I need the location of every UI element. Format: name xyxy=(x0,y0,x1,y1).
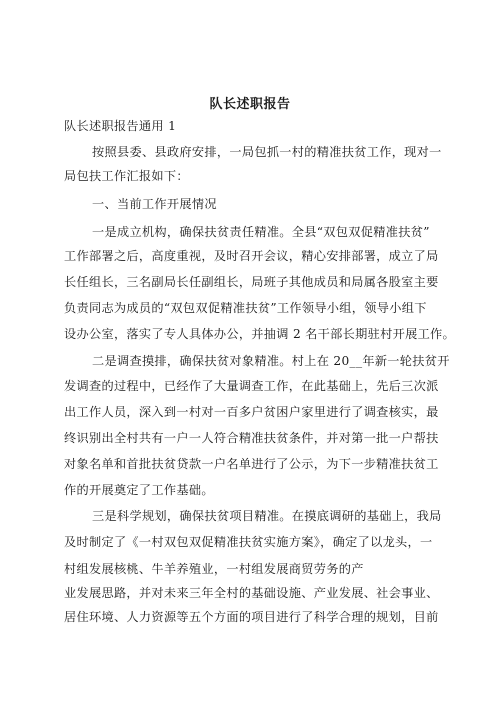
paragraph-line: 居住环境、人力资源等五个方面的项目进行了科学合理的规划，目前 xyxy=(64,610,439,624)
paragraph-line: 业发展思路，并对未来三年全村的基础设施、产业发展、社会事业、 xyxy=(64,586,439,600)
subtitle-line: 队长述职报告通用 1 xyxy=(64,119,177,133)
paragraph-line: 及时制定了《一村双包双促精准扶贫实施方案》，确定了以龙头，一 xyxy=(64,535,433,549)
paragraph-line: 三是科学规划，确保扶贫项目精准。在摸底调研的基础上，我局 xyxy=(92,509,442,523)
paragraph-line: 村组发展核桃、牛羊养殖业，一村组发展商贸劳务的产 xyxy=(64,562,364,576)
paragraph-line: 长任组长，三名副局长任副组长，局班子其他成员和局属各股室主要 xyxy=(64,275,439,289)
section-heading: 一、当前工作开展情况 xyxy=(92,197,217,211)
paragraph-line: 终识别出全村共有一户一人符合精准扶贫条件，并对第一批一户帮扶 xyxy=(64,431,439,445)
paragraph-line: 负责同志为成员的“双包双促精准扶贫”工作领导小组，领导小组下 xyxy=(64,301,427,315)
paragraph-line: 一是成立机构，确保扶贫责任精准。全县“双包双促精准扶贫” xyxy=(92,225,430,239)
paragraph-line: 工作部署之后，高度重视，及时召开会议，精心安排部署，成立了局 xyxy=(64,249,439,263)
paragraph-line: 出工作人员，深入到一村对一百多户贫困户家里进行了调查核实，最 xyxy=(64,405,439,419)
paragraph-line: 二是调查摸排，确保扶贫对象精准。村上在 20__年新一轮扶贫开 xyxy=(92,354,450,368)
paragraph-line: 对象名单和首批扶贫贷款一户名单进行了公示，为下一步精准扶贫工 xyxy=(64,457,439,471)
paragraph-line: 发调查的过程中，已经作了大量调查工作，在此基础上，先后三次派 xyxy=(64,379,439,393)
paragraph-line: 设办公室，落实了专人具体办公，并抽调 2 名干部长期驻村开展工作。 xyxy=(64,327,456,341)
paragraph-line: 局包扶工作汇报如下： xyxy=(64,169,189,183)
paragraph-line: 按照县委、县政府安排，一局包抓一村的精准扶贫工作，现对一 xyxy=(92,145,442,159)
document-title: 队长述职报告 xyxy=(209,97,291,112)
paragraph-line: 作的开展奠定了工作基础。 xyxy=(64,483,214,497)
